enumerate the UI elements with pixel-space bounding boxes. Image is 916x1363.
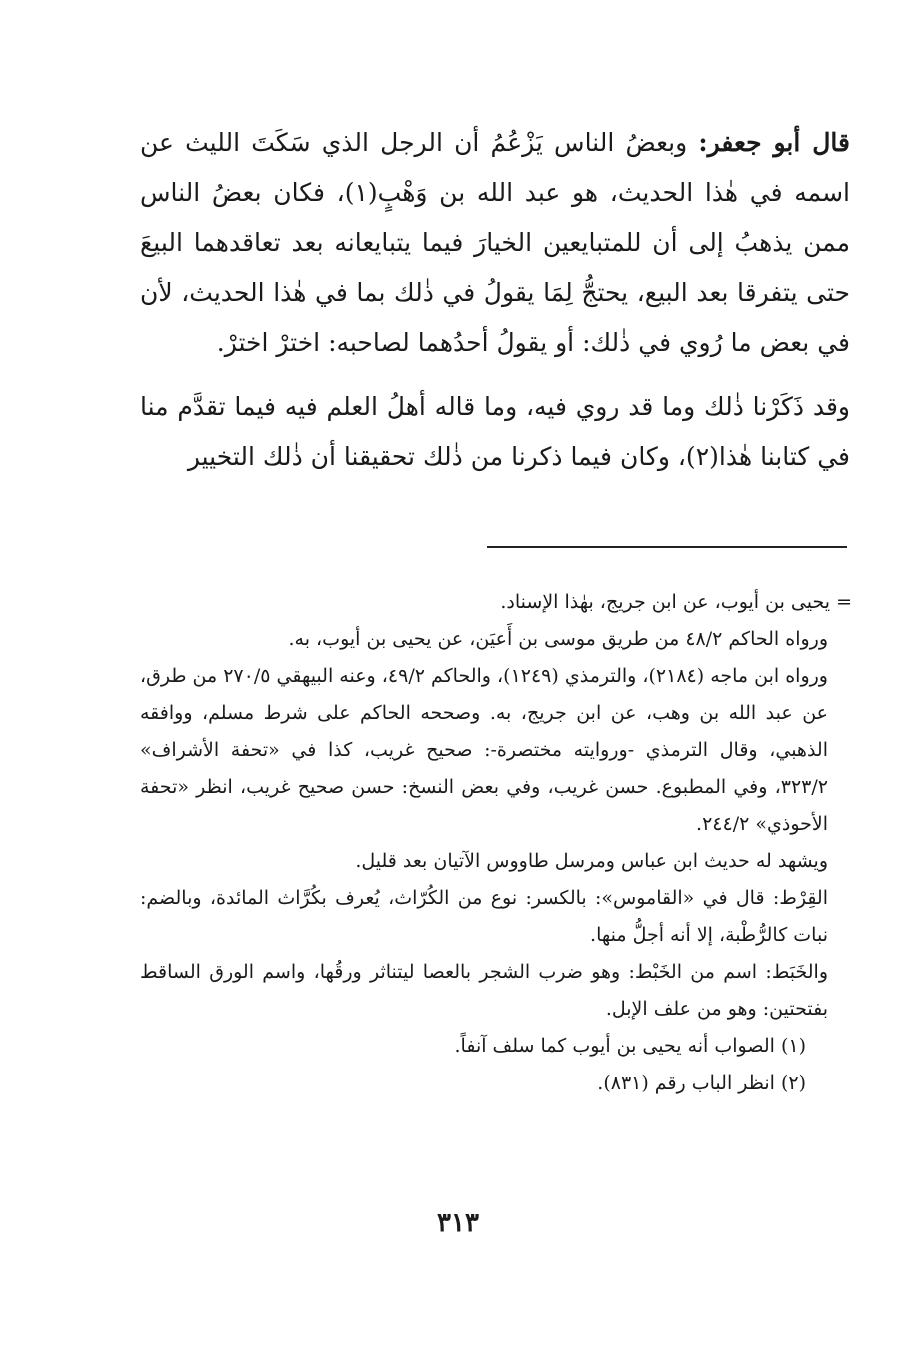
footnote-1: (١) الصواب أنه يحيى بن أيوب كما سلف آنفاً. <box>454 1035 806 1057</box>
main-paragraph-1-text: وبعضُ الناس يَزْعُمُ أن الرجل الذي سَكَتَ الليث عن اسمه في هٰذا الحديث، هو عبد الله بن وَهْبٍ(١)، فكان بعضُ الناس ممن يذهبُ إلى أن للمتبايعين الخيارَ فيما يتبايعانه بعد تعاقدهما البيعَ حتى يتفرقا بعد البيع، يحتجُّ لِمَا يقولُ في ذٰلك بما في هٰذا الحديث، لأن في بعض ما رُوي في ذٰلك: أو يقولُ أحدُهما لصاحبه: اخترْ اخترْ. <box>140 128 850 357</box>
footnote-line: القِرْط: قال في «القاموس»: بالكسر: نوع من الكُرّاث، يُعرف بكُرَّاث المائدة، وبالضم: نبات كالرُّطْبة، إلا أنه أجلُّ منها. <box>140 887 828 946</box>
footnote-2: (٢) انظر الباب رقم (٨٣١). <box>597 1072 806 1094</box>
main-text <box>140 118 850 482</box>
page-number: ٣١٣ <box>437 1208 479 1238</box>
footnote-line: ورواه الحاكم ٤٨/٢ من طريق موسى بن أَعيَن، عن يحيى بن أيوب، به. <box>288 628 828 650</box>
speaker-label: قال أبو جعفر: <box>698 128 850 157</box>
main-paragraph-2: وقد ذَكَرْنا ذٰلك وما قد روي فيه، وما قاله أهلُ العلم فيه فيما تقدَّم منا في كتابنا هٰذا(٢)، وكان فيما ذكرنا من ذٰلك تحقيقنا أن ذٰلك التخيير <box>140 392 850 471</box>
footnote-separator <box>487 546 847 548</box>
footnote-line: ورواه ابن ماجه (٢١٨٤)، والترمذي (١٢٤٩)، والحاكم ٤٩/٢، وعنه البيهقي ٢٧٠/٥ من طرق، عن عبد الله بن وهب، عن ابن جريج، به. وصححه الحاكم على شرط مسلم، ووافقه الذهبي، وقال الترمذي -وروايته مختصرة-: صحيح غريب، كذا في «تحفة الأشراف» ٣٢٣/٢، وفي المطبوع. حسن غريب، وفي بعض النسخ: حسن صحيح غريب، انظر «تحفة الأحوذي» ٢٤٤/٢. <box>140 665 828 835</box>
footnote-line: ويشهد له حديث ابن عباس ومرسل طاووس الآتيان بعد قليل. <box>355 850 828 872</box>
footnote-continuation: = يحيى بن أيوب، عن ابن جريج، بهٰذا الإسناد. <box>500 591 852 613</box>
footnote-line: والخَبَط: اسم من الخَبْط: وهو ضرب الشجر بالعصا ليتناثر ورقُها، واسم الورق الساقط بفتحتين: وهو من علف الإبل. <box>140 961 828 1020</box>
footnotes <box>140 584 852 1102</box>
main-paragraph-1 <box>140 118 850 368</box>
